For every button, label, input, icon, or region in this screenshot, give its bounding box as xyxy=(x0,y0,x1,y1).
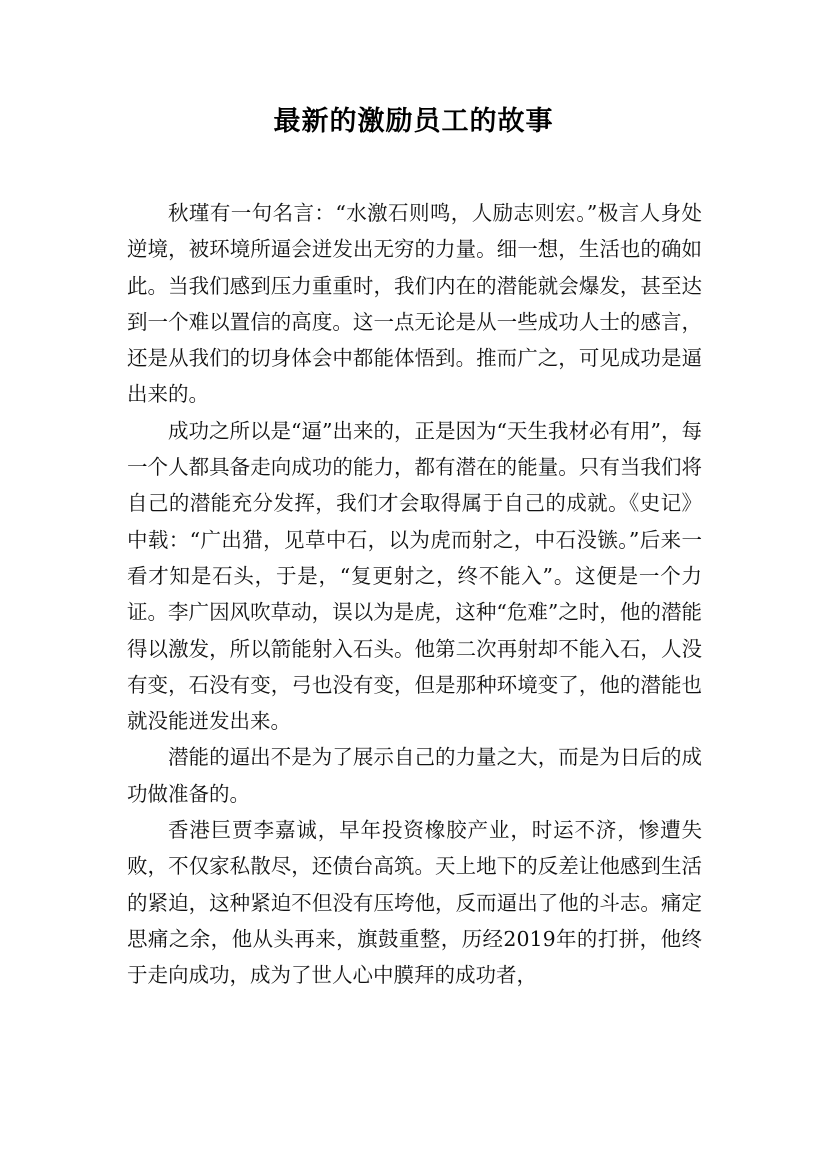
paragraph: 香港巨贾李嘉诚，早年投资橡胶产业，时运不济，惨遭失败，不仅家私散尽，还债台高筑。天上地下的反差让他感到生活的紧迫，这种紧迫不但没有压垮他，反而逼出了他的斗志。痛定思痛之余，他从头再来，旗鼓重整，历经2019年的打拼，他终于走向成功，成为了世人心中膜拜的成功者， xyxy=(127,818,702,988)
document-body xyxy=(127,195,702,994)
paragraph: 成功之所以是“逼”出来的，正是因为“天生我材必有用”，每一个人都具备走向成功的能力，都有潜在的能量。只有当我们将自己的潜能充分发挥，我们才会取得属于自己的成就。《史记》中载：“广出猎，见草中石，以为虎而射之，中石没镞。”后来一看才知是石头，于是，“复更射之，终不能入”。这便是一个力证。李广因风吹草动，误以为是虎，这种“危难”之时，他的潜能得以激发，所以箭能射入石头。他第二次再射却不能入石，人没有变，石没有变，弓也没有变，但是那种环境变了，他的潜能也就没能迸发出来。 xyxy=(127,418,702,734)
paragraph: 秋瑾有一句名言：“水激石则鸣，人励志则宏。”极言人身处逆境，被环境所逼会迸发出无穷的力量。细一想，生活也的确如此。当我们感到压力重重时，我们内在的潜能就会爆发，甚至达到一个难以置信的高度。这一点无论是从一些成功人士的感言，还是从我们的切身体会中都能体悟到。推而广之，可见成功是逼出来的。 xyxy=(127,201,702,407)
document-title: 最新的激励员工的故事 xyxy=(273,106,554,137)
paragraph: 潜能的逼出不是为了展示自己的力量之大，而是为日后的成功做准备的。 xyxy=(127,745,702,806)
